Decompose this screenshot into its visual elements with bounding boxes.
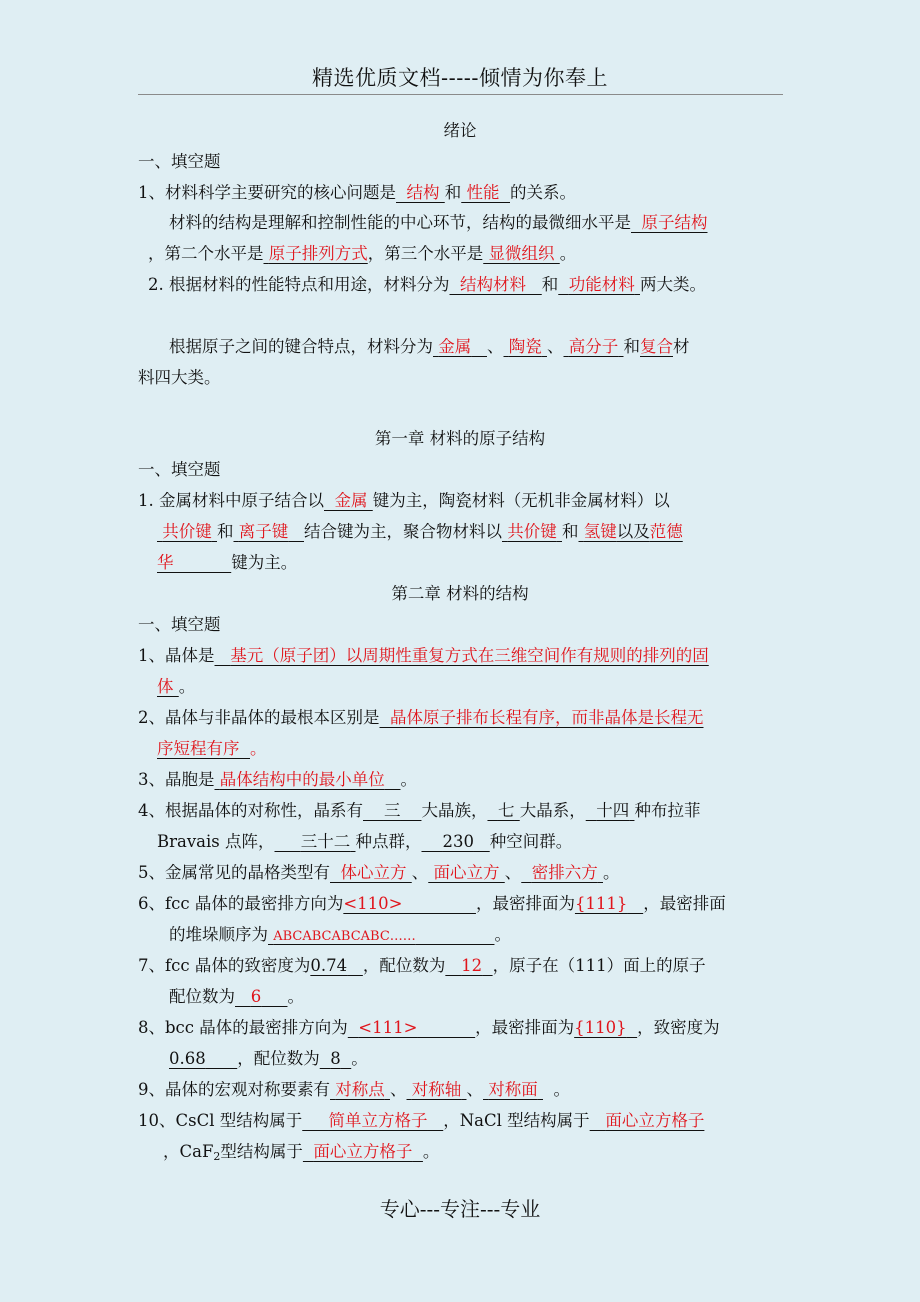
- answer: 面心立方: [433, 863, 500, 882]
- ch2-q2b: 序短程有序 。: [157, 739, 267, 758]
- answer: 晶体原子排布长程有序，而非晶体是长程无: [390, 708, 704, 727]
- answer: 结构材料: [460, 275, 526, 294]
- answer: {111}: [574, 894, 628, 913]
- answer: 陶瓷: [508, 337, 542, 356]
- answer: 体心立方: [340, 863, 407, 882]
- ch2-q1b: 体 。: [157, 677, 196, 696]
- answer: 范德: [649, 522, 683, 541]
- answer: <111>: [358, 1018, 418, 1037]
- intro-q2: 2. 根据材料的性能特点和用途，材料分为 结构材料 和 功能材料 两大类。: [148, 275, 706, 294]
- ch1-q1b: 共价键 和 离子键 结合键为主，聚合物材料以 共价键 和 氢键以及范德: [162, 522, 683, 541]
- answer: ABCABCABCABC……: [273, 929, 416, 944]
- answer: 12: [461, 956, 483, 975]
- intro-q1b: 材料的结构是理解和控制性能的中心环节，结构的最微细水平是 原子结构: [169, 213, 708, 232]
- answer: 氢键: [583, 522, 617, 541]
- answer: 显微组织: [488, 244, 555, 263]
- answer: <110>: [343, 894, 403, 913]
- answer: 密排六方: [531, 863, 598, 882]
- answer: 原子排列方式: [268, 244, 368, 263]
- ch2-q8b: 0.68 ，配位数为 8 。: [169, 1049, 368, 1068]
- ch1-q1: 1. 金属材料中原子结合以 金属 键为主，陶瓷材料（无机非金属材料）以: [138, 491, 670, 510]
- ch2-q5: 5、金属常见的晶格类型有 体心立方 、 面心立方 、 密排六方 。: [138, 863, 620, 882]
- answer: {110}: [574, 1018, 627, 1037]
- q-text: 1、材料科学主要研究的核心问题是: [138, 183, 396, 202]
- answer: 共价键: [507, 522, 557, 541]
- intro-q1: 1、材料科学主要研究的核心问题是 结构 和 性能 的关系。: [138, 183, 576, 202]
- page-footer: 专心---专注---专业: [379, 1197, 541, 1221]
- answer: 功能材料: [568, 275, 635, 294]
- intro-section: 一、填空题: [138, 152, 221, 171]
- ch2-q1: 1、晶体是 基元（原子团）以周期性重复方式在三维空间作有规则的排列的固: [138, 646, 709, 665]
- answer: 晶体结构中的最小单位: [219, 770, 385, 789]
- ch2-q8: 8、bcc 晶体的最密排方向为 <111> ，最密排面为{110} ，致密度为: [138, 1018, 720, 1037]
- ch2-q6b: 的堆垛顺序为 ABCABCABCABC…… 。: [169, 925, 511, 944]
- header-rule: [138, 94, 783, 95]
- answer: 性能: [466, 183, 500, 202]
- intro-q3b: 料四大类。: [138, 368, 221, 387]
- ch2-q9: 9、晶体的宏观对称要素有 对称点 、 对称轴 、 对称面 。: [138, 1080, 570, 1099]
- answer: 结构: [406, 183, 440, 202]
- ch2-q4b: Bravais 点阵， 三十二 种点群， 230 种空间群。: [157, 832, 573, 851]
- ch2-q2: 2、晶体与非晶体的最根本区别是 晶体原子排布长程有序，而非晶体是长程无: [138, 708, 704, 727]
- answer: 原子结构: [641, 213, 708, 232]
- answer: 6: [250, 987, 262, 1006]
- answer: 华: [157, 553, 174, 572]
- ch2-q4: 4、根据晶体的对称性，晶系有 三 大晶族， 七 大晶系， 十四 种布拉菲: [138, 801, 701, 820]
- ch2-title: 第二章 材料的结构: [391, 584, 529, 603]
- answer: 离子键: [238, 522, 289, 541]
- answer: 序短程有序: [157, 739, 240, 758]
- intro-q1c: ，第二个水平是 原子排列方式，第三个水平是 显微组织 。: [148, 244, 577, 263]
- answer: 金属: [438, 337, 472, 356]
- answer: 共价键: [162, 522, 212, 541]
- ch2-q7: 7、fcc 晶体的致密度为0.74 ，配位数为 12 ，原子在（111）面上的原子: [138, 956, 706, 975]
- answer: 高分子: [568, 337, 619, 356]
- intro-q3: 根据原子之间的键合特点，材料分为 金属 、 陶瓷 、 高分子 和复合材: [169, 337, 690, 356]
- ch2-q7b: 配位数为 6 。: [169, 987, 304, 1006]
- answer: 金属: [334, 491, 368, 510]
- answer: 对称面: [488, 1080, 538, 1099]
- answer: 体: [157, 677, 174, 696]
- answer: 面心立方格子: [605, 1111, 705, 1130]
- answer: 基元（原子团）以周期性重复方式在三维空间作有规则的排列的固: [230, 646, 709, 665]
- intro-title: 绪论: [443, 121, 477, 140]
- ch1-q1c: 华 键为主。: [157, 553, 298, 572]
- ch2-q3: 3、晶胞是 晶体结构中的最小单位 。: [138, 770, 417, 789]
- page-header: 精选优质文档-----倾情为你奉上: [312, 66, 608, 90]
- answer: 面心立方格子: [313, 1142, 413, 1161]
- ch2-q6: 6、fcc 晶体的最密排方向为<110> ，最密排面为{111} ，最密排面: [138, 894, 726, 913]
- answer: 复合: [640, 337, 673, 356]
- ch2-section: 一、填空题: [138, 615, 221, 634]
- ch1-section: 一、填空题: [138, 460, 221, 479]
- ch2-q10: 10、CsCl 型结构属于 简单立方格子 ，NaCl 型结构属于 面心立方格子: [138, 1111, 705, 1130]
- answer: 对称轴: [411, 1080, 462, 1099]
- answer: 简单立方格子: [328, 1111, 428, 1130]
- ch1-title: 第一章 材料的原子结构: [374, 429, 546, 448]
- ch2-q10b: ，CaF$_2$型结构属于 面心立方格子 。: [163, 1142, 440, 1163]
- answer: 对称点: [335, 1080, 385, 1099]
